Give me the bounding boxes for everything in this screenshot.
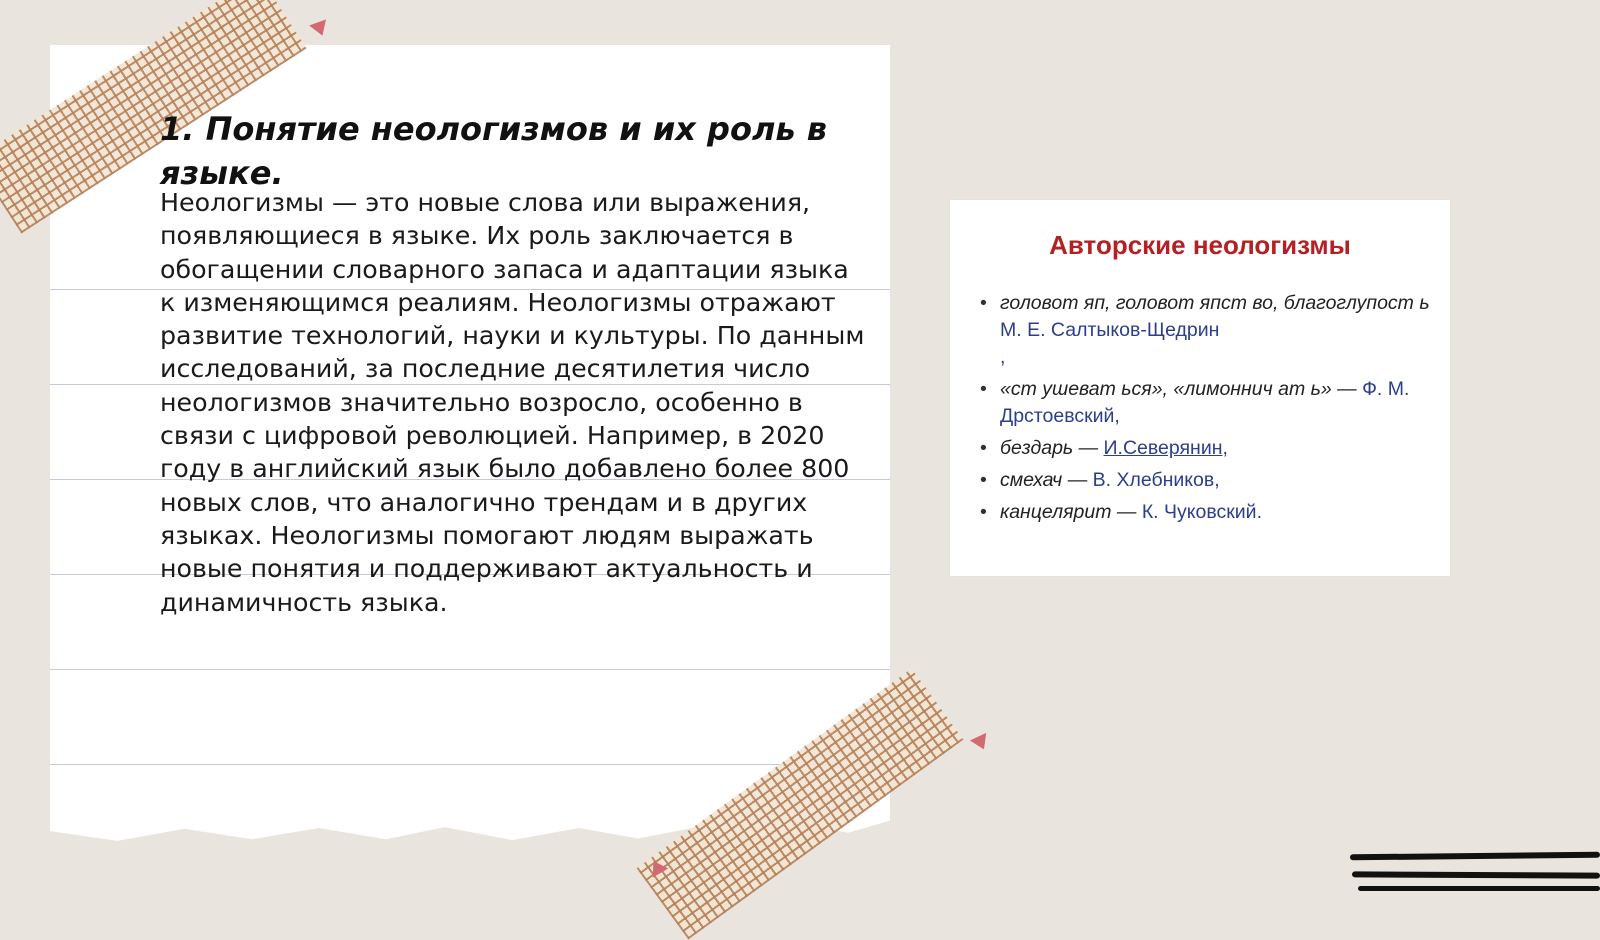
list-item — [980, 290, 1430, 371]
list-punctuation: . — [1256, 501, 1262, 523]
list-item — [980, 376, 1430, 430]
paper-rule-line — [50, 669, 890, 670]
list-punctuation: , — [1222, 437, 1228, 459]
author-link[interactable]: И.Северянин — [1103, 437, 1223, 459]
neologism-word: бездарь — — [1000, 437, 1099, 459]
list-item — [980, 467, 1430, 494]
slide-heading: 1. Понятие неологизмов и их роль в языке. — [160, 110, 827, 192]
neologism-author: К. Чуковский — [1141, 501, 1257, 523]
list-item — [980, 435, 1430, 462]
neologism-author: М. Е. Салтыков-Щедрин — [1000, 319, 1220, 341]
decorative-brush-stroke — [1358, 886, 1600, 891]
neologism-word: смехач — — [1000, 469, 1088, 491]
decorative-brush-stroke — [1352, 871, 1600, 878]
list-punctuation: , — [1000, 346, 1006, 368]
card-title: Авторские неологизмы — [1049, 230, 1351, 260]
list-punctuation: , — [1214, 469, 1220, 491]
tape-tip-icon — [970, 733, 992, 753]
neologism-word: головот яп, головот япст во, благоглупост ь — [1000, 292, 1430, 314]
decorative-brush-stroke — [1350, 852, 1600, 861]
author-neologisms-card — [950, 200, 1450, 576]
neologism-author: В. Хлебников — [1092, 469, 1215, 491]
neologism-word: канцелярит — — [1000, 501, 1137, 523]
list-punctuation: , — [1114, 405, 1120, 427]
neologism-author: Ф. М. Дрстоевский — [1000, 378, 1410, 427]
neologism-word: «ст ушеват ься», «лимоннич ат ь» — — [1000, 378, 1357, 400]
slide-body-text: Неологизмы — это новые слова или выражения, появляющиеся в языке. Их роль заключается в обогащении словарного запаса и адаптации языка к изменяющимся реалиям. Неологизмы отражают развитие технологий, науки и культуры. По данным исследований, за последние десятилетия число неологизмов значительно возросло, особенно в связи с цифровой революцией. Например, в 2020 году в английский язык было добавлено более 800 новых слов, что аналогично трендам и в других языках. Неологизмы помогают людям выражать новые понятия и поддерживают актуальность и динамичность языка. — [160, 188, 865, 617]
list-item — [980, 499, 1430, 526]
paper-rule-line — [50, 764, 890, 765]
tape-tip-icon — [309, 19, 331, 38]
neologism-list — [980, 290, 1430, 531]
